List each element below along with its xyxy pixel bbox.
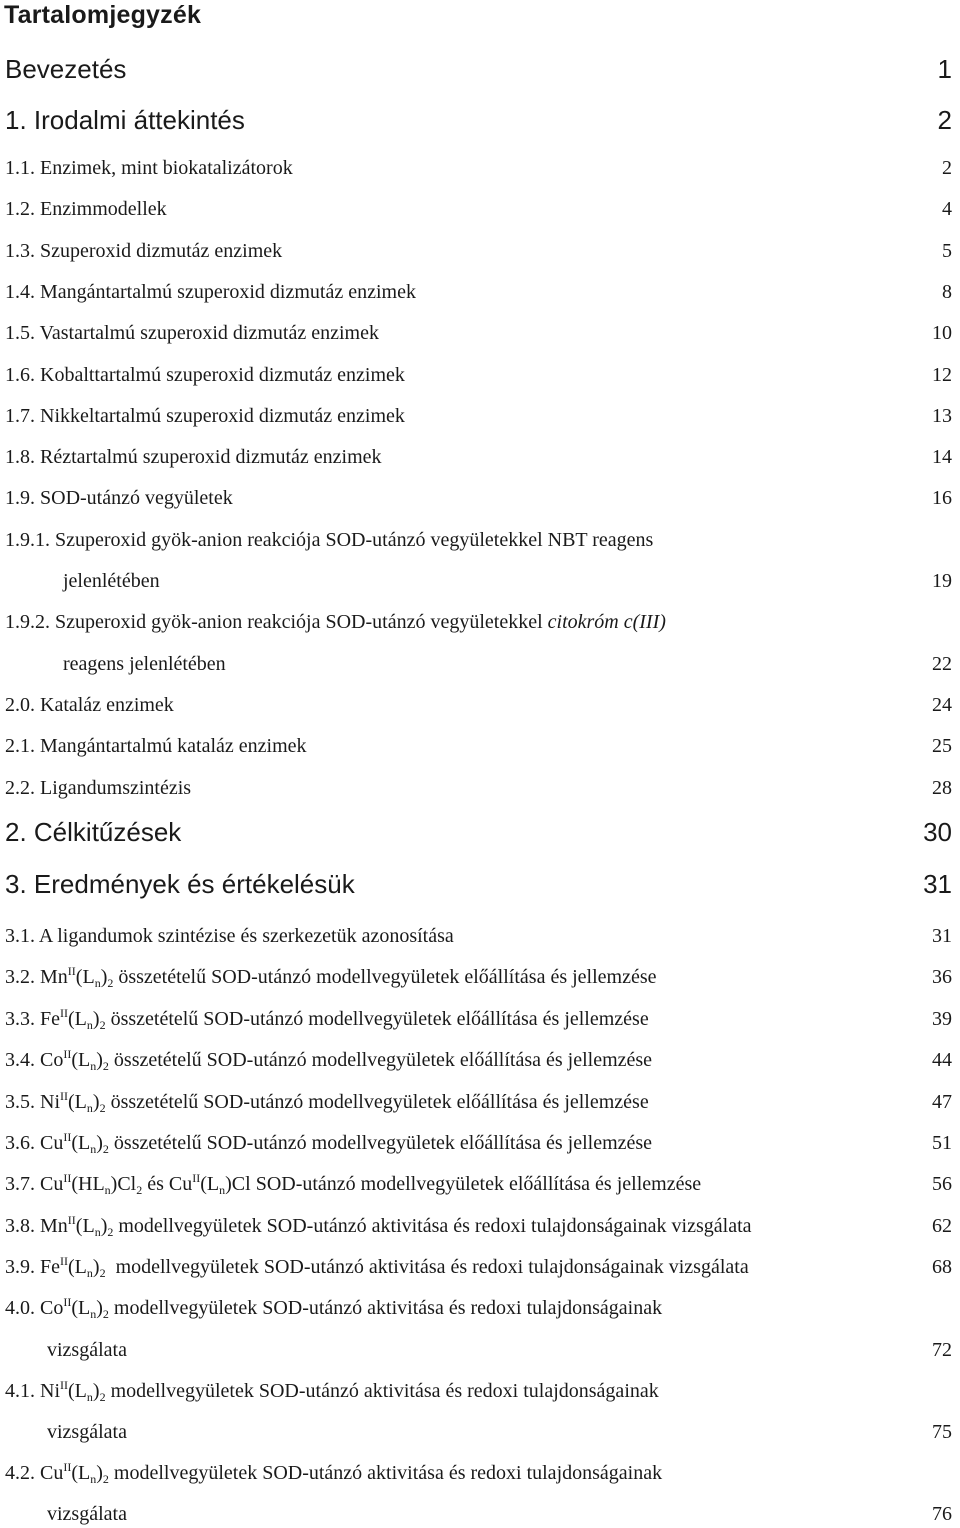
toc-entry-page: 25 — [932, 735, 952, 757]
toc-entry-page: 68 — [932, 1256, 952, 1278]
formula-subscript: 2 — [136, 1183, 143, 1197]
toc-entry-page: 22 — [932, 653, 952, 675]
toc-entry-page: 39 — [932, 1008, 952, 1030]
formula-ligand: (L — [200, 1173, 220, 1195]
formula-subscript: n — [86, 1018, 93, 1032]
toc-entry-number: 3.2. — [5, 966, 40, 988]
formula-ligand: (L — [75, 1215, 95, 1237]
toc-entry-label: modellvegyületek SOD-utánzó aktivitása és redoxi tulajdonságainak — [108, 1297, 663, 1319]
toc-entry-number: 4.2. — [5, 1462, 40, 1484]
toc-entry-label: modellvegyületek SOD-utánzó aktivitása és redoxi tulajdonságainak vizsgálata — [113, 1215, 752, 1237]
toc-entry-number: 3.3. — [5, 1008, 40, 1030]
toc-entry-page: 28 — [932, 777, 952, 799]
toc-entry-number: 3.7. — [5, 1173, 40, 1195]
toc-entry-page: 24 — [932, 694, 952, 716]
toc-entry-page: 4 — [942, 198, 952, 220]
toc-entry-page: 30 — [923, 817, 952, 847]
toc-entry-label-italic: citokróm c(III) — [547, 611, 666, 633]
toc-entry-page: 19 — [932, 570, 952, 592]
toc-entry-label: 1. Irodalmi áttekintés — [5, 105, 245, 135]
toc-entry-label: 1.9. SOD-utánzó vegyületek — [5, 487, 233, 509]
toc-entry-label-continuation: reagens jelenlétében — [63, 653, 226, 675]
toc-entry-label: 1.2. Enzimmodellek — [5, 198, 167, 220]
toc-entry-label: 2.1. Mangántartalmú kataláz enzimek — [5, 735, 307, 757]
formula-subscript: n — [86, 1101, 93, 1115]
formula-subscript: 2 — [99, 1266, 106, 1280]
formula-subscript: n — [90, 1472, 97, 1486]
formula-ligand: (L — [75, 966, 95, 988]
formula-subscript: 2 — [99, 1018, 106, 1032]
formula-oxidation-state: II — [67, 1213, 76, 1227]
toc-entry-page: 14 — [932, 446, 952, 468]
formula-oxidation-state: II — [60, 1254, 68, 1268]
toc-entry-label: 2.2. Ligandumszintézis — [5, 777, 192, 799]
formula-oxidation-state: II — [60, 1006, 68, 1020]
toc-entry-page: 8 — [942, 281, 952, 303]
formula-close: ) — [92, 1256, 100, 1278]
formula-metal: Fe — [40, 1256, 60, 1278]
toc-entry-label: 1.8. Réztartalmú szuperoxid dizmutáz enzimek — [5, 446, 382, 468]
formula-subscript: n — [86, 1266, 93, 1280]
toc-entry-number: 3.5. — [5, 1091, 40, 1113]
toc-entry-label: Bevezetés — [5, 54, 127, 84]
formula-metal: Co — [40, 1049, 64, 1071]
formula-ligand: (L — [71, 1297, 91, 1319]
formula-close: ) — [96, 1132, 103, 1154]
formula-subscript: 2 — [102, 1472, 109, 1486]
formula-subscript: 2 — [107, 1225, 114, 1239]
formula-ligand: (L — [68, 1256, 87, 1278]
formula-oxidation-state: II — [63, 1047, 72, 1061]
formula-ligand: (L — [71, 1132, 91, 1154]
formula-metal: Cu — [40, 1462, 64, 1484]
toc-entry-number: 4.0. — [5, 1297, 40, 1319]
formula-oxidation-state: II — [63, 1460, 72, 1474]
toc-entry-page: 36 — [932, 966, 952, 988]
toc-entry-label: és — [142, 1173, 169, 1195]
formula-metal: Mn — [40, 1215, 68, 1237]
toc-entry-label: modellvegyületek SOD-utánzó aktivitása és redoxi tulajdonságainak — [105, 1380, 659, 1402]
formula-close: ) — [100, 1215, 108, 1237]
formula-oxidation-state: II — [60, 1089, 68, 1103]
formula-subscript: 2 — [99, 1101, 106, 1115]
formula-oxidation-state: II — [63, 1295, 72, 1309]
toc-entry-label: 1.9.1. Szuperoxid gyök-anion reakciója SOD-utánzó vegyületekkel NBT reagens — [5, 529, 654, 551]
toc-entry-page: 76 — [932, 1503, 952, 1525]
toc-entry-label-continuation: vizsgálata — [47, 1339, 127, 1361]
toc-entry-page: 1 — [937, 54, 952, 84]
toc-entry-number: 3.8. — [5, 1215, 40, 1237]
toc-entry-page: 2 — [937, 105, 952, 135]
formula-close: ) — [96, 1462, 103, 1484]
toc-entry-page: 62 — [932, 1215, 952, 1237]
formula-close: )Cl — [110, 1173, 137, 1195]
formula-ligand: (L — [71, 1462, 91, 1484]
toc-entry-page: 75 — [932, 1421, 952, 1443]
formula-oxidation-state: II — [60, 1378, 68, 1392]
toc-entry-label-continuation: vizsgálata — [47, 1421, 127, 1443]
toc-entry-number: 3.9. — [5, 1256, 40, 1278]
formula-close: ) — [92, 1380, 100, 1402]
toc-entry-label: SOD-utánzó modellvegyületek előállítása és jellemzése — [250, 1173, 702, 1195]
formula-metal: Fe — [40, 1008, 60, 1030]
toc-entry-label: 3.1. A ligandumok szintézise és szerkezetük azonosítása — [5, 925, 454, 947]
formula-subscript: n — [104, 1183, 111, 1197]
toc-entry-number: 4.1. — [5, 1380, 40, 1402]
toc-entry-number: 3.4. — [5, 1049, 40, 1071]
formula-metal: Cu — [40, 1173, 64, 1195]
toc-entry-label: 1.3. Szuperoxid dizmutáz enzimek — [5, 240, 283, 262]
formula-oxidation-state: II — [63, 1130, 72, 1144]
toc-entry-label: összetételű SOD-utánzó modellvegyületek előállítása és jellemzése — [113, 966, 657, 988]
page-title: Tartalomjegyzék — [4, 1, 202, 29]
toc-entry-page: 47 — [932, 1091, 952, 1113]
formula-metal: Ni — [40, 1091, 60, 1113]
toc-entry-label: összetételű SOD-utánzó modellvegyületek előállítása és jellemzése — [105, 1008, 649, 1030]
toc-entry-page: 10 — [932, 322, 952, 344]
formula-oxidation-state: II — [67, 964, 76, 978]
toc-entry-page: 13 — [932, 405, 952, 427]
formula-subscript: 2 — [102, 1059, 109, 1073]
formula-close: ) — [100, 966, 108, 988]
formula-subscript: n — [94, 1225, 101, 1239]
toc-entry-page: 31 — [932, 925, 952, 947]
toc-entry-page: 5 — [942, 240, 952, 262]
formula-metal: Mn — [40, 966, 68, 988]
formula-metal: Ni — [40, 1380, 60, 1402]
formula-oxidation-state: II — [192, 1171, 201, 1185]
toc-entry-label: 2.0. Kataláz enzimek — [5, 694, 174, 716]
formula-ligand: (L — [68, 1008, 87, 1030]
toc-entry-label: 1.7. Nikkeltartalmú szuperoxid dizmutáz enzimek — [5, 405, 405, 427]
toc-entry-page: 2 — [942, 157, 952, 179]
formula-subscript: n — [219, 1183, 226, 1197]
formula-subscript: 2 — [99, 1390, 106, 1404]
toc-entry-label: 2. Célkitűzések — [5, 817, 182, 847]
formula-subscript: n — [90, 1059, 97, 1073]
toc-entry-label: 1.1. Enzimek, mint biokatalizátorok — [5, 157, 293, 179]
toc-entry-page: 72 — [932, 1339, 952, 1361]
formula-ligand: (L — [68, 1380, 87, 1402]
formula-subscript: 2 — [107, 976, 114, 990]
formula-oxidation-state: II — [63, 1171, 72, 1185]
formula-close: ) — [92, 1091, 100, 1113]
toc-entry-label: összetételű SOD-utánzó modellvegyületek előállítása és jellemzése — [108, 1132, 653, 1154]
toc-entry-label: 1.9.2. Szuperoxid gyök-anion reakciója SOD-utánzó vegyületekkel — [5, 611, 543, 633]
toc-entry-page: 31 — [923, 869, 952, 899]
toc-entry-label: 1.5. Vastartalmú szuperoxid dizmutáz enzimek — [5, 322, 379, 344]
formula-subscript: n — [94, 976, 101, 990]
toc-entry-label: összetételű SOD-utánzó modellvegyületek előállítása és jellemzése — [105, 1091, 649, 1113]
formula-close: ) — [96, 1297, 103, 1319]
toc-entry-label: összetételű SOD-utánzó modellvegyületek előállítása és jellemzése — [108, 1049, 653, 1071]
formula-metal: Co — [40, 1297, 64, 1319]
formula-close: ) — [92, 1008, 100, 1030]
formula-subscript: n — [90, 1142, 97, 1156]
toc-entry-label: modellvegyületek SOD-utánzó aktivitása és redoxi tulajdonságainak — [108, 1462, 663, 1484]
toc-entry-page: 51 — [932, 1132, 952, 1154]
toc-entry-page: 44 — [932, 1049, 952, 1071]
toc-entry-number: 3.6. — [5, 1132, 40, 1154]
toc-entry-page: 12 — [932, 364, 952, 386]
toc-entry-label: modellvegyületek SOD-utánzó aktivitása és redoxi tulajdonságainak vizsgálata — [105, 1256, 749, 1278]
formula-metal: Cu — [168, 1173, 193, 1195]
toc-entry-label-continuation: jelenlétében — [63, 570, 160, 592]
toc-entry-page: 16 — [932, 487, 952, 509]
formula-close: ) — [96, 1049, 103, 1071]
formula-ligand: (L — [71, 1049, 91, 1071]
formula-ligand: (HL — [71, 1173, 105, 1195]
formula-subscript: 2 — [102, 1142, 109, 1156]
formula-subscript: n — [90, 1307, 97, 1321]
toc-entry-label-continuation: vizsgálata — [47, 1503, 127, 1525]
toc-entry-label: 1.4. Mangántartalmú szuperoxid dizmutáz enzimek — [5, 281, 416, 303]
formula-ligand: (L — [68, 1091, 87, 1113]
toc-entry-page: 56 — [932, 1173, 952, 1195]
formula-close: )Cl — [225, 1173, 251, 1195]
formula-subscript: 2 — [102, 1307, 109, 1321]
formula-subscript: n — [86, 1390, 93, 1404]
toc-entry-label: 1.6. Kobalttartalmú szuperoxid dizmutáz enzimek — [5, 364, 405, 386]
formula-metal: Cu — [40, 1132, 64, 1154]
toc-entry-label: 3. Eredmények és értékelésük — [5, 869, 355, 899]
